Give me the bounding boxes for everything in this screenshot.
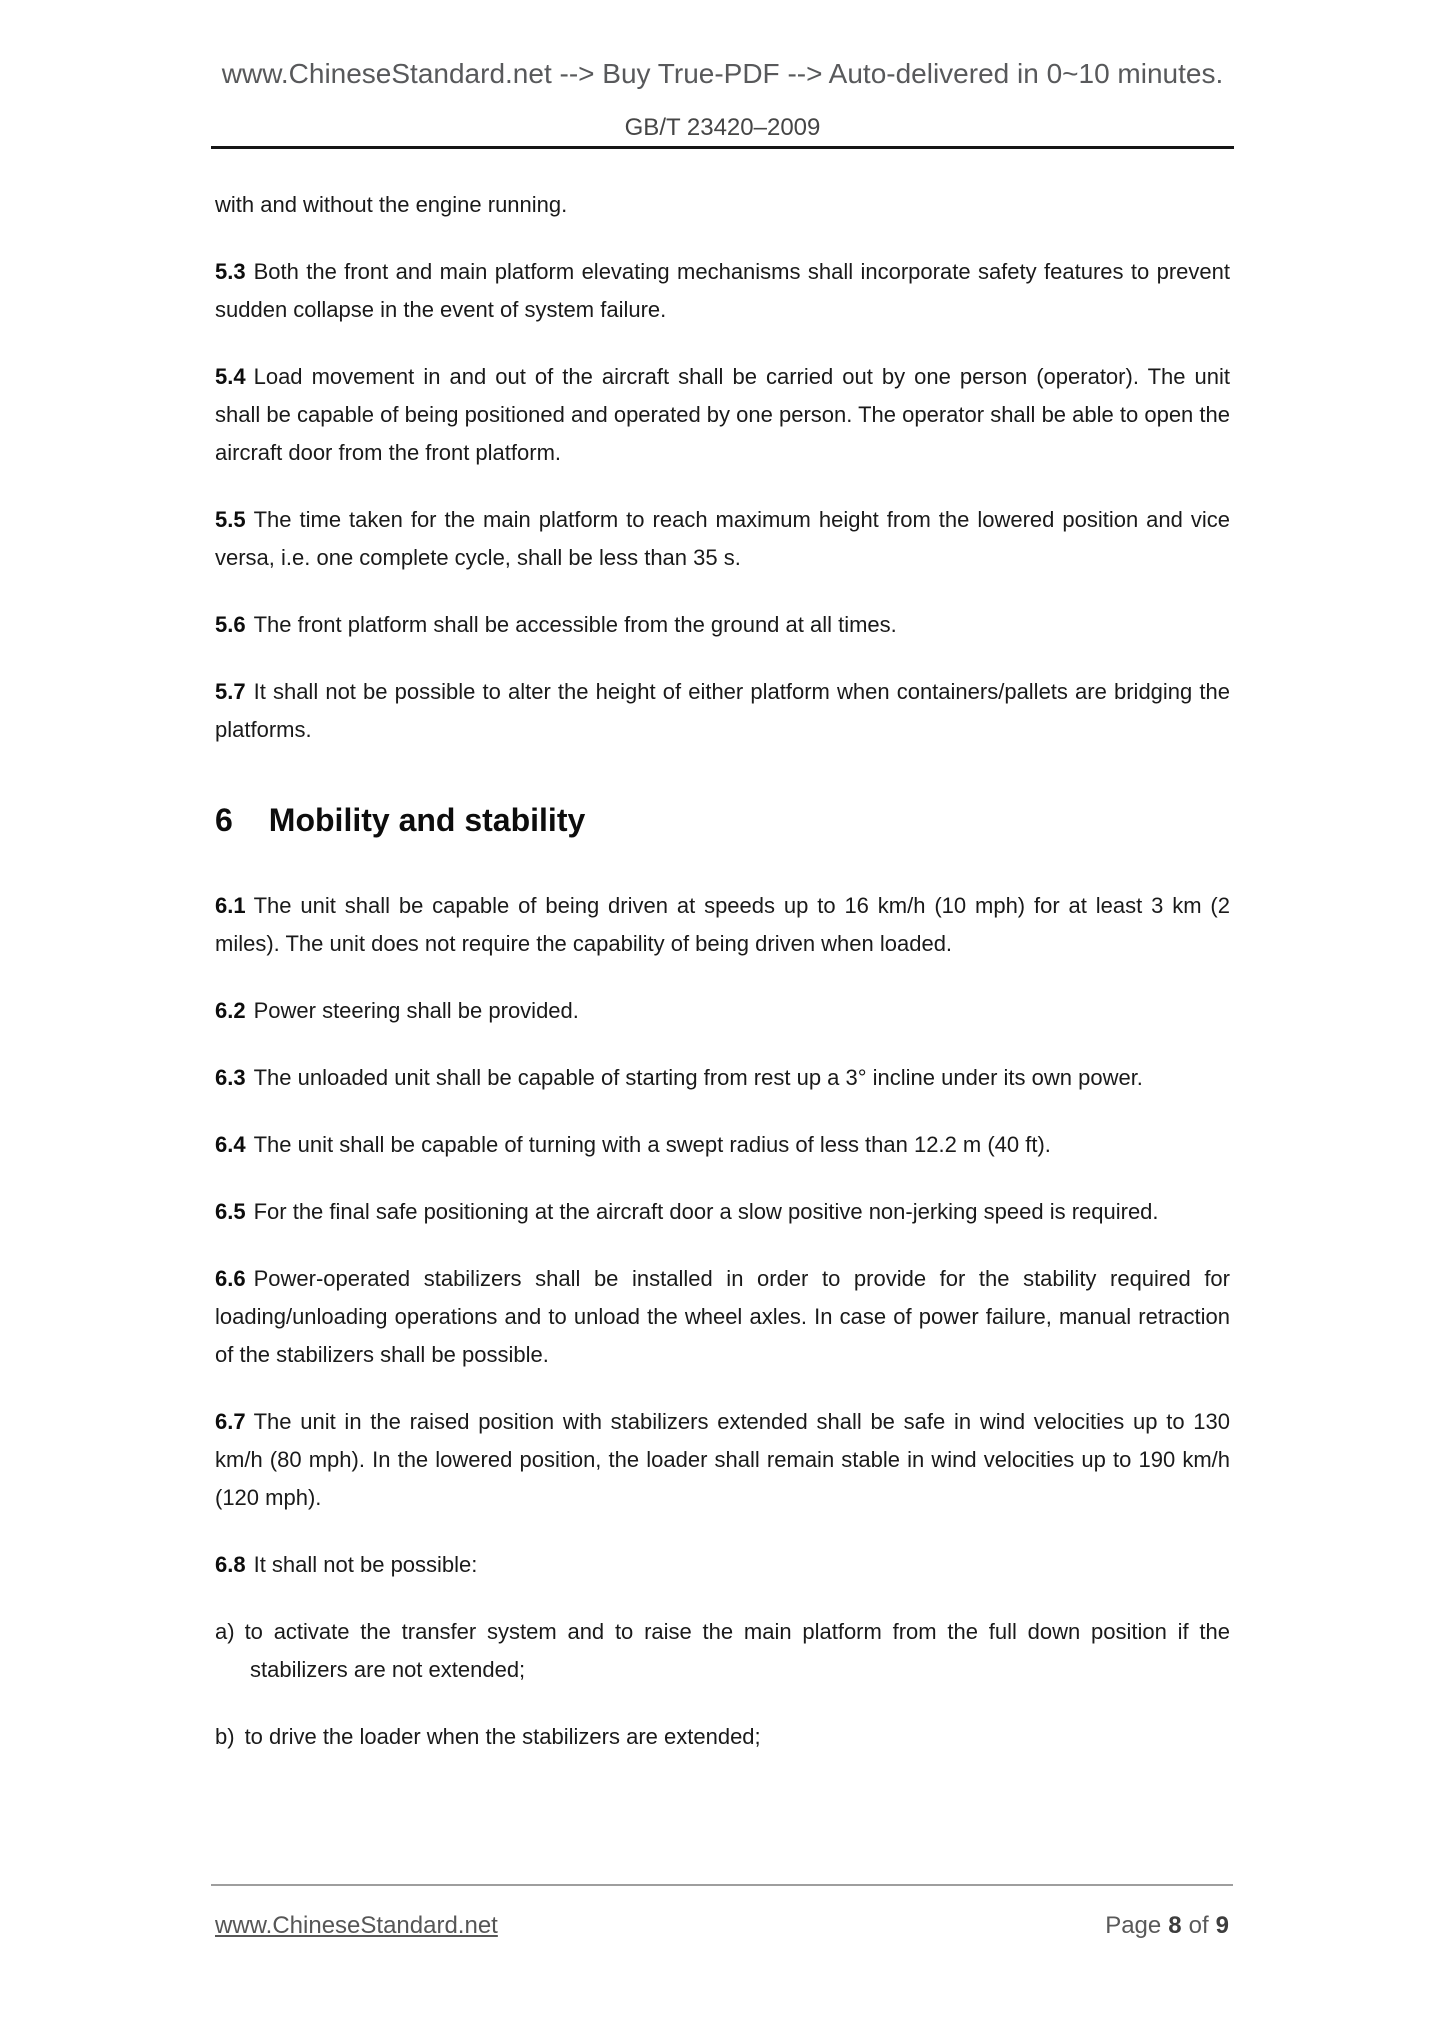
page-footer [211,1884,1233,1940]
clause-number: 6.4 [215,1132,246,1157]
section-title: Mobility and stability [268,802,586,838]
clause-text: The unit shall be capable of turning with a swept radius of less than 12.2 m (40 ft). [253,1132,1051,1157]
clause-paragraph [215,1403,1230,1517]
clause-text: Power steering shall be provided. [253,998,579,1023]
clause-paragraph [215,501,1230,577]
clause-number: 6.5 [215,1199,246,1224]
clause-text: The unit in the raised position with stabilizers extended shall be safe in wind velocities up to 130 km/h (80 mph). In the lowered position, the loader shall remain stable in wind velocities up to 190 km/h (120 mph). [215,1409,1230,1510]
clause-number: 5.6 [215,612,246,637]
clause-paragraph [215,358,1230,472]
clause-text: Both the front and main platform elevating mechanisms shall incorporate safety features to prevent sudden collapse in the event of system failure. [215,259,1230,322]
page-indicator [1105,1912,1229,1940]
list-item [215,1613,1230,1689]
clause-number: 6.8 [215,1552,246,1577]
document-body [0,149,1445,1756]
clause-paragraph [215,1193,1230,1231]
clause-number: 5.5 [215,507,246,532]
list-item-marker: b) [215,1724,235,1749]
clause-paragraph [215,253,1230,329]
footer-site-link[interactable]: www.ChineseStandard.net [215,1912,498,1939]
clause-number: 5.7 [215,679,246,704]
clause-number: 5.3 [215,259,246,284]
clause-paragraph [215,1546,1230,1584]
clause-text: For the final safe positioning at the aircraft door a slow positive non-jerking speed is required. [253,1199,1159,1224]
clause-paragraph [215,1059,1230,1097]
clause-number: 6.1 [215,893,246,918]
clauses-section-5 [215,253,1230,749]
list-item-text: to activate the transfer system and to raise the main platform from the full down position if the stabilizers are not extended; [244,1619,1230,1682]
clause-text: It shall not be possible to alter the height of either platform when containers/pallets are bridging the platforms. [215,679,1230,742]
clauses-section-6 [215,887,1230,1584]
clause-number: 5.4 [215,364,246,389]
clause-text: Load movement in and out of the aircraft shall be carried out by one person (operator). The unit shall be capable of being positioned and operated by one person. The operator shall be able to open the aircraft door from the front platform. [215,364,1230,465]
clause-text: Power-operated stabilizers shall be installed in order to provide for the stability required for loading/unloading operations and to unload the wheel axles. In case of power failure, manual retraction of the stabilizers shall be possible. [215,1266,1230,1367]
clause-paragraph [215,992,1230,1030]
clause-paragraph [215,887,1230,963]
of-label: of [1188,1912,1209,1939]
list-item-marker: a) [215,1619,235,1644]
footer-rule [211,1884,1233,1886]
list-item-text: to drive the loader when the stabilizers are extended; [244,1724,761,1749]
clause-text: The unloaded unit shall be capable of starting from rest up a 3° incline under its own power. [253,1065,1143,1090]
continuation-paragraph: with and without the engine running. [215,192,568,217]
page-label: Page [1105,1912,1162,1939]
clause-text: It shall not be possible: [253,1552,478,1577]
list-item [215,1718,1230,1756]
page-total: 9 [1215,1912,1229,1939]
clause-number: 6.7 [215,1409,246,1434]
clause-number: 6.6 [215,1266,246,1291]
page-current: 8 [1168,1912,1182,1939]
header-promo-text: www.ChineseStandard.net --> Buy True-PDF --> Auto-delivered in 0~10 minutes. [221,58,1224,89]
section-heading [215,797,1230,843]
clause-number: 6.2 [215,998,246,1023]
clause-text: The time taken for the main platform to reach maximum height from the lowered position and vice versa, i.e. one complete cycle, shall be less than 35 s. [215,507,1230,570]
clause-paragraph [215,1126,1230,1164]
clause-paragraph [215,606,1230,644]
clause-paragraph [215,1260,1230,1374]
clause-number: 6.3 [215,1065,246,1090]
subclause-list [215,1613,1230,1756]
clause-text: The front platform shall be accessible from the ground at all times. [253,612,897,637]
clause-paragraph [215,673,1230,749]
section-number: 6 [215,802,233,838]
clause-text: The unit shall be capable of being driven at speeds up to 16 km/h (10 mph) for at least 3 km (2 miles). The unit does not require the capability of being driven when loaded. [215,893,1230,956]
doc-number: GB/T 23420–2009 [624,114,821,141]
